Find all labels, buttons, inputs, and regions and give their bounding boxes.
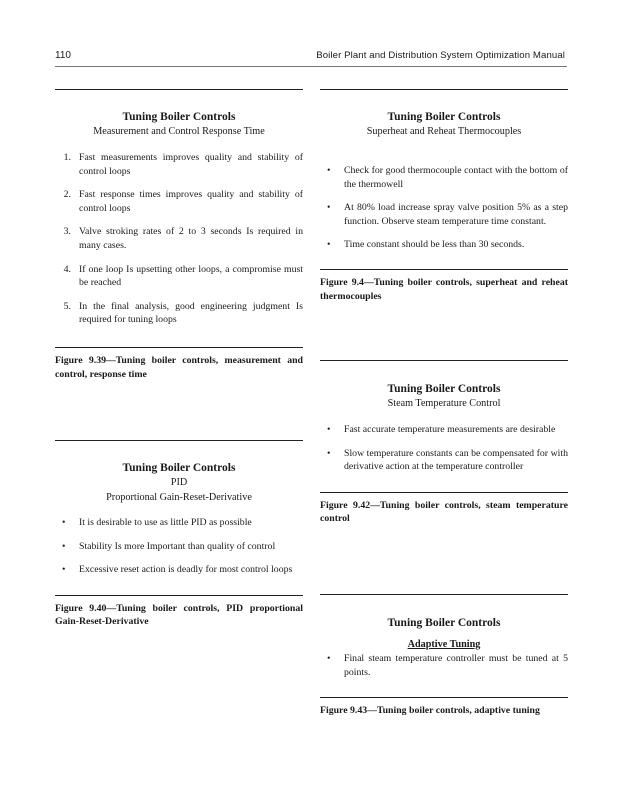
- figure-bottom-rule: [320, 697, 568, 698]
- item-number: 2.: [63, 189, 71, 201]
- figure-9-4: [320, 89, 568, 303]
- figure-top-rule: [320, 89, 568, 90]
- figure-9-42: [320, 360, 568, 526]
- item-text: In the final analysis, good engineering judgment Is required for tuning loops: [79, 300, 303, 326]
- figure-bottom-rule: [320, 492, 568, 493]
- item-number: 1.: [63, 152, 71, 163]
- item-text: At 80% load increase spray valve position 5% as a step function. Observe steam temperature time constant.: [344, 202, 568, 227]
- list-item: [320, 447, 568, 474]
- item-text: It is desirable to use as little PID as possible: [79, 517, 252, 528]
- list-item: [320, 238, 568, 252]
- list-item: [320, 201, 568, 228]
- item-text: Excessive reset action is deadly for most control loops: [79, 564, 293, 576]
- figure-top-rule: [320, 360, 568, 361]
- bullet-list: [320, 164, 568, 252]
- item-text: If one loop Is upsetting other loops, a compromise must be reached: [79, 263, 303, 289]
- bullet-icon: •: [327, 202, 331, 214]
- figure-9-43: [320, 594, 568, 718]
- item-text: Stability Is more Important than quality of control: [79, 540, 276, 552]
- item-text: Check for good thermocouple contact with the bottom of the thermowell: [344, 165, 568, 190]
- bullet-icon: •: [327, 239, 331, 251]
- bullet-list: [55, 516, 303, 577]
- item-text: Time constant should be less than 30 seconds.: [344, 239, 525, 251]
- list-item: [320, 652, 568, 679]
- item-text: Fast measurements improves quality and stability of control loops: [79, 152, 303, 177]
- list-item: [55, 188, 303, 215]
- bullet-list: [320, 423, 568, 474]
- bullet-icon: •: [327, 165, 331, 176]
- item-text: Fast response times improves quality and stability of control loops: [79, 189, 303, 214]
- figure-bottom-rule: [320, 269, 568, 270]
- item-number: 5.: [63, 300, 71, 312]
- bullet-icon: •: [327, 424, 331, 435]
- figure-caption: Figure 9.43—Tuning boiler controls, adaptive tuning: [320, 705, 540, 717]
- figure-caption: Figure 9.39—Tuning boiler controls, measurement and control, response time: [55, 354, 303, 380]
- list-item: [55, 516, 303, 530]
- list-item: [55, 540, 303, 554]
- list-item: [320, 423, 568, 437]
- slide-subtitle: Proportional Gain-Reset-Derivative: [106, 492, 252, 503]
- list-item: [55, 263, 303, 290]
- header-rule: [55, 66, 567, 67]
- slide-subtitle: Steam Temperature Control: [387, 398, 501, 409]
- figure-caption: Figure 9.40—Tuning boiler controls, PID proportional Gain-Reset-Derivative: [55, 602, 303, 628]
- figure-caption: Figure 9.4—Tuning boiler controls, superheat and reheat thermocouples: [320, 276, 568, 302]
- figure-top-rule: [55, 89, 303, 90]
- bullet-icon: •: [62, 564, 66, 576]
- item-number: 3.: [63, 226, 71, 238]
- bullet-icon: •: [62, 540, 66, 552]
- figure-bottom-rule: [55, 347, 303, 348]
- figure-top-rule: [55, 440, 303, 441]
- figure-bottom-rule: [55, 595, 303, 596]
- figure-top-rule: [320, 594, 568, 595]
- slide-title: Tuning Boiler Controls: [387, 383, 501, 395]
- numbered-list: [55, 151, 303, 327]
- list-item: [320, 164, 568, 191]
- item-number: 4.: [63, 263, 71, 275]
- slide-subtitle: PID: [170, 477, 188, 488]
- slide-subtitle: Superheat and Reheat Thermocouples: [366, 126, 522, 137]
- bullet-icon: •: [327, 653, 331, 664]
- list-item: [55, 300, 303, 327]
- figure-caption: Figure 9.42—Tuning boiler controls, steam temperature control: [320, 499, 568, 525]
- slide-title: Tuning Boiler Controls: [122, 462, 236, 474]
- item-text: Valve stroking rates of 2 to 3 seconds Is required in many cases.: [79, 226, 303, 251]
- bullet-icon: •: [62, 517, 66, 528]
- slide-subtitle: Measurement and Control Response Time: [93, 126, 265, 137]
- item-text: Slow temperature constants can be compensated for with derivative action at the temperature controller: [344, 447, 568, 473]
- slide-title: Tuning Boiler Controls: [122, 111, 236, 123]
- slide-title: Tuning Boiler Controls: [387, 617, 501, 629]
- item-text: Final steam temperature controller must be tuned at 5 points.: [344, 653, 568, 678]
- item-text: Fast accurate temperature measurements are desirable: [344, 424, 556, 435]
- list-item: [55, 563, 303, 577]
- figure-9-39: [55, 89, 303, 381]
- list-item: [55, 151, 303, 178]
- list-item: [55, 225, 303, 252]
- page-number: 110: [55, 50, 71, 61]
- bullet-list: [320, 652, 568, 679]
- running-title: Boiler Plant and Distribution System Optimization Manual: [316, 50, 565, 61]
- bullet-icon: •: [327, 447, 331, 459]
- figure-9-40: [55, 440, 303, 629]
- slide-subtitle: Adaptive Tuning: [407, 639, 481, 650]
- slide-title: Tuning Boiler Controls: [387, 111, 501, 123]
